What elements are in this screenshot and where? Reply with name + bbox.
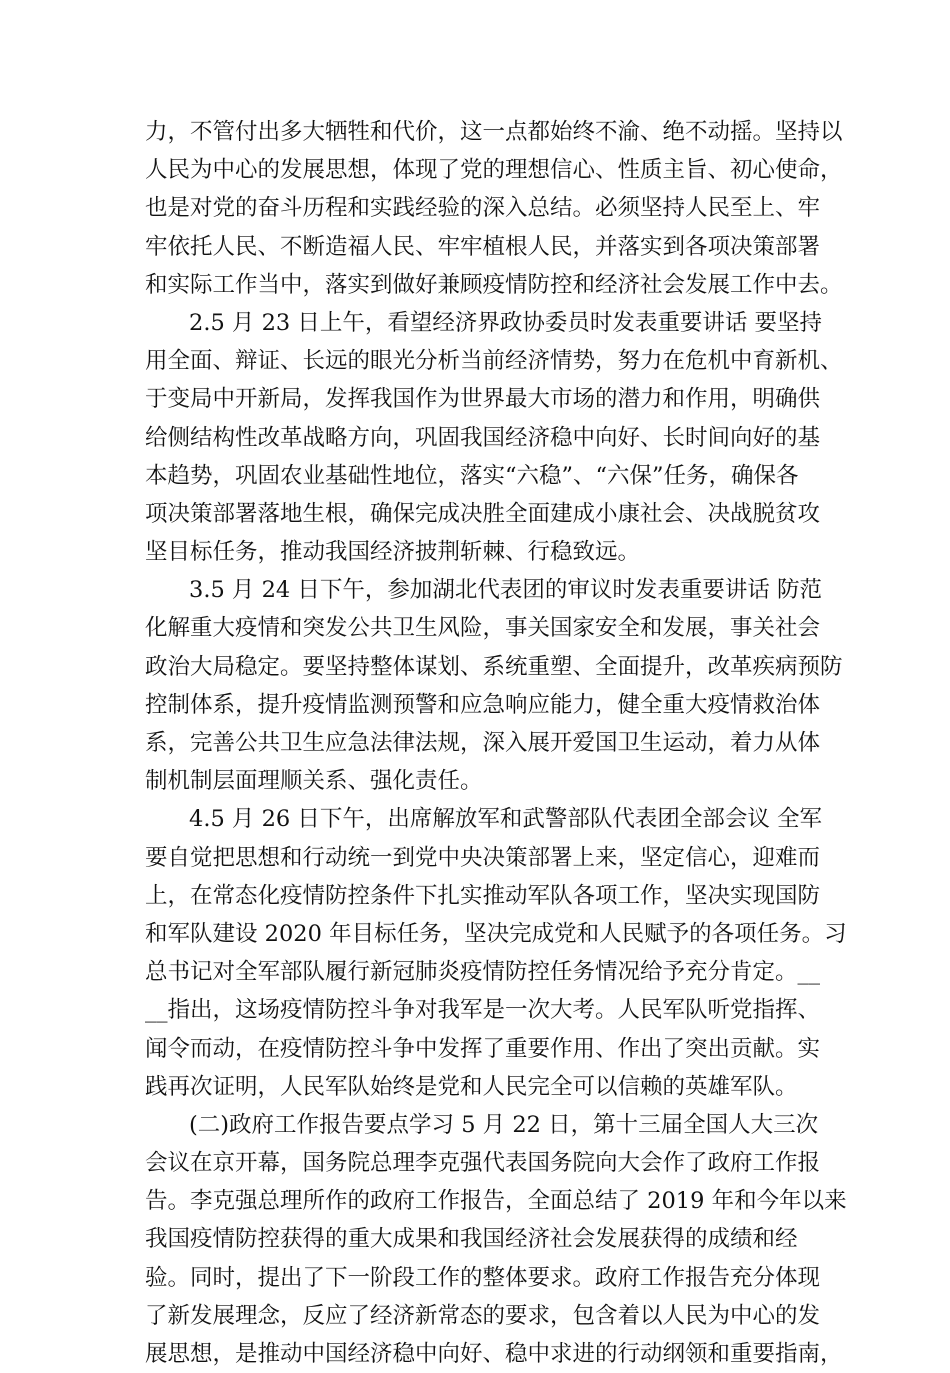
text-line: 我国疫情防控获得的重大成果和我国经济社会发展获得的成绩和经 [145, 1226, 798, 1253]
text-line: 和军队建设 2020 年目标任务，坚决完成党和人民赋予的各项任务。习 [145, 920, 847, 947]
paragraph-start-line: 3.5 月 24 日下午，参加湖北代表团的审议时发表重要讲话 防范 [189, 577, 823, 604]
text-line: 牢依托人民、不断造福人民、牢牢植根人民，并落实到各项决策部署 [145, 233, 821, 260]
text-line: 践再次证明，人民军队始终是党和人民完全可以信赖的英雄军队。 [145, 1073, 798, 1100]
text-line: 系，完善公共卫生应急法律法规，深入展开爱国卫生运动，着力从体 [145, 730, 821, 756]
text-line: 本趋势，巩固农业基础性地位，落实“六稳”、“六保”任务，确保各 [145, 462, 799, 489]
text-line: __指出，这场疫情防控斗争对我军是一次大考。人民军队听党指挥、 [145, 997, 821, 1024]
text-line: 制机制层面理顺关系、强化责任。 [145, 768, 483, 795]
text-line: 和实际工作当中，落实到做好兼顾疫情防控和经济社会发展工作中去。 [145, 271, 843, 298]
text-line: 化解重大疫情和突发公共卫生风险，事关国家安全和发展，事关社会 [145, 615, 821, 642]
text-line: 总书记对全军部队履行新冠肺炎疫情防控任务情况给予充分肯定。__ [145, 959, 821, 986]
text-line: 坚目标任务，推动我国经济披荆斩棘、行稳致远。 [145, 539, 641, 566]
text-line: 告。李克强总理所作的政府工作报告，全面总结了 2019 年和今年以来 [145, 1188, 847, 1215]
text-line: 人民为中心的发展思想，体现了党的理想信心、性质主旨、初心使命， [145, 157, 843, 184]
text-line: 要自觉把思想和行动统一到党中央决策部署上来，坚定信心，迎难而 [145, 844, 821, 871]
text-line: 会议在京开幕，国务院总理李克强代表国务院向大会作了政府工作报 [145, 1150, 821, 1177]
paragraph-start-line: 2.5 月 23 日上午，看望经济界政协委员时发表重要讲话 要坚持 [189, 309, 823, 336]
text-line: 给侧结构性改革战略方向，巩固我国经济稳中向好、长时间向好的基 [145, 424, 821, 451]
text-line: 上，在常态化疫情防控条件下扎实推动军队各项工作，坚决实现国防 [145, 882, 821, 909]
text-line: 力，不管付出多大牺牲和代价，这一点都始终不渝、绝不动摇。坚持以 [145, 119, 843, 145]
text-line: 政治大局稳定。要坚持整体谋划、系统重塑、全面提升，改革疾病预防 [145, 653, 843, 680]
text-line: 用全面、辩证、长远的眼光分析当前经济情势，努力在危机中育新机、 [145, 348, 843, 375]
body-text [145, 113, 847, 1373]
text-line: 也是对党的奋斗历程和实践经验的深入总结。必须坚持人民至上、牢 [145, 195, 821, 222]
text-line: 项决策部署落地生根，确保完成决胜全面建成小康社会、决战脱贫攻 [145, 500, 821, 527]
text-line: 于变局中开新局，发挥我国作为世界最大市场的潜力和作用，明确供 [145, 386, 821, 413]
text-line: 了新发展理念，反应了经济新常态的要求，包含着以人民为中心的发 [145, 1302, 821, 1329]
text-line: 控制体系，提升疫情监测预警和应急响应能力，健全重大疫情救治体 [145, 691, 821, 718]
text-line: 验。同时，提出了下一阶段工作的整体要求。政府工作报告充分体现 [145, 1264, 821, 1291]
text-line: 闻令而动，在疫情防控斗争中发挥了重要作用、作出了突出贡献。实 [145, 1035, 821, 1062]
paragraph-start-line: 4.5 月 26 日下午，出席解放军和武警部队代表团全部会议 全军 [189, 806, 823, 833]
text-line: 展思想，是推动中国经济稳中向好、稳中求进的行动纲领和重要指南， [145, 1341, 843, 1367]
paragraph-start-line: (二)政府工作报告要点学习 5 月 22 日，第十三届全国人大三次 [189, 1111, 819, 1138]
